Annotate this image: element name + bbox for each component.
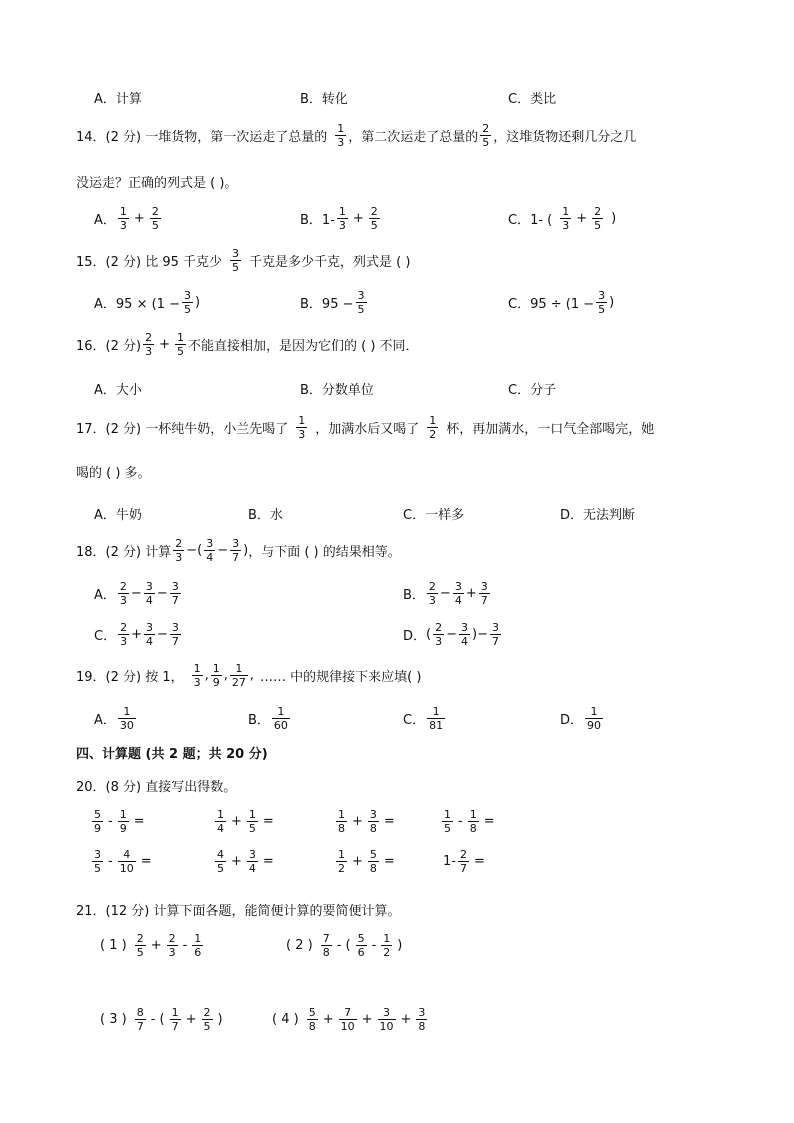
fraction xyxy=(337,205,348,232)
fraction xyxy=(150,205,161,232)
option-label: A． xyxy=(94,588,116,603)
q16-text-tail: 不能直接相加，是因为它们的 ( ) 不同． xyxy=(188,339,419,354)
fraction xyxy=(182,289,193,316)
denominator: 5 xyxy=(370,219,378,232)
fraction xyxy=(211,662,222,689)
q18-option-d[interactable]: D． ( $\frac{2}{3}$ − $\frac{3}{4}$ )− $\frac{3}{7}$ xyxy=(403,621,499,648)
q14-option-c[interactable] xyxy=(508,205,616,232)
q17-question-line2 xyxy=(76,462,151,481)
fraction xyxy=(143,331,154,358)
q17-option-b[interactable] xyxy=(248,504,283,523)
q15-question xyxy=(76,247,410,274)
q13-option-c[interactable] xyxy=(508,88,556,107)
numerator: 1 xyxy=(193,662,201,675)
close-paren: ) xyxy=(194,295,201,310)
q21-item-2: ( 2 ) $\frac{7}{8}$ - ( $\frac{5}{6}$ - $\frac{1}{2}$ ) xyxy=(286,932,403,959)
option-label: B．水 xyxy=(248,508,283,523)
q14-fraction-1 xyxy=(335,122,346,149)
denominator: 2 xyxy=(429,428,437,441)
option-label: D． xyxy=(403,629,427,644)
fraction xyxy=(369,205,380,232)
denominator: 5 xyxy=(232,261,240,274)
option-label: D．无法判断 xyxy=(560,508,636,523)
q16-option-a[interactable] xyxy=(94,379,142,398)
fraction: $\frac{3}{4}$ xyxy=(206,537,214,564)
denominator: 27 xyxy=(231,676,246,689)
q18-option-a[interactable]: A． $\frac{2}{3}$ − $\frac{3}{4}$ − $\frac{3}{7}$ xyxy=(94,580,179,607)
option-expression: B．95 − xyxy=(300,297,354,312)
equals-sign: = xyxy=(133,814,145,829)
numerator: 1 xyxy=(235,662,243,675)
numerator: 1 xyxy=(123,705,131,718)
option-label: B． xyxy=(248,713,270,728)
q14-question xyxy=(76,122,636,149)
denominator: 3 xyxy=(193,676,201,689)
numerator: 3 xyxy=(183,289,191,302)
item-number: ( 3 ) xyxy=(100,1012,127,1027)
fraction xyxy=(592,205,603,232)
q17-option-c[interactable] xyxy=(403,504,464,523)
q14-text-tail: ，这堆货物还剩几分之几 xyxy=(493,130,637,145)
numerator: 1 xyxy=(590,705,598,718)
q17-option-d[interactable] xyxy=(560,504,635,523)
q18-question: 18．(2 分) 计算 $\frac{2}{3}$ −( $\frac{3}{4}$ − $\frac{3}{7}$ ) ，与下面 ( ) 的结果相等。 xyxy=(76,537,401,564)
denominator: 3 xyxy=(562,219,570,232)
equals-sign: = xyxy=(262,854,274,869)
close-paren: ) xyxy=(609,295,615,310)
option-label: A．大小 xyxy=(94,383,142,398)
option-label: A．牛奶 xyxy=(94,508,142,523)
numerator: 2 xyxy=(370,205,378,218)
fraction xyxy=(192,662,203,689)
numerator: 2 xyxy=(594,205,602,218)
denominator: 5 xyxy=(357,303,365,316)
denominator: 3 xyxy=(175,551,183,564)
equals-sign: = xyxy=(140,854,152,869)
denominator: 5 xyxy=(598,303,606,316)
q17-text-line2: 喝的 ( ) 多。 xyxy=(76,466,151,481)
q13-option-b[interactable] xyxy=(300,88,348,107)
item-number: ( 2 ) xyxy=(286,938,313,953)
q14-text-line2: 没运走？正确的列式是 ( )。 xyxy=(76,176,238,191)
denominator: 3 xyxy=(338,219,346,232)
q17-text-tail: 杯，再加满水，一口气全部喝完，她 xyxy=(446,422,655,437)
q21-item-3: ( 3 ) $\frac{8}{7}$ - ( $\frac{1}{7}$ + $\frac{2}{5}$ ) xyxy=(100,1006,223,1033)
fraction xyxy=(296,414,307,441)
plus-sign: + xyxy=(576,211,588,226)
fraction xyxy=(427,414,438,441)
q13-option-b-label: B．转化 xyxy=(300,92,348,107)
section-4-title xyxy=(76,743,268,762)
q21-item-4: ( 4 ) $\frac{5}{8}$ + $\frac{7}{10}$ + $\frac{3}{10}$ + $\frac{3}{8}$ xyxy=(272,1006,426,1033)
plus-sign: + xyxy=(352,211,364,226)
equals-sign: = xyxy=(383,854,395,869)
option-label: A． xyxy=(94,713,116,728)
q14-text-mid: ，第二次运走了总量的 xyxy=(348,130,479,145)
numerator: 3 xyxy=(232,247,240,260)
denominator: 90 xyxy=(587,719,602,732)
fraction xyxy=(175,331,186,358)
denominator: 30 xyxy=(119,719,134,732)
option-label: C．分子 xyxy=(508,383,557,398)
q20-item-6: $\frac{4}{5}$ + $\frac{3}{4}$ = xyxy=(217,848,274,875)
q21-item-1: ( 1 ) $\frac{2}{5}$ + $\frac{2}{3}$ - $\frac{1}{6}$ xyxy=(100,932,202,959)
numerator: 1 xyxy=(177,331,184,344)
q20-item-5: $\frac{3}{5}$ - $\frac{4}{10}$ = xyxy=(94,848,152,875)
q19-option-c[interactable] xyxy=(403,705,447,732)
numerator: 1 xyxy=(277,705,285,718)
q14-option-b[interactable] xyxy=(300,205,382,232)
equals-sign: = xyxy=(473,854,485,869)
q19-option-a[interactable] xyxy=(94,705,138,732)
numerator: 2 xyxy=(482,122,490,135)
option-label: B． xyxy=(403,588,425,603)
q13-option-c-label: C．类比 xyxy=(508,92,557,107)
numerator: 1 xyxy=(119,205,127,218)
q18-option-b[interactable]: B． $\frac{2}{3}$ − $\frac{3}{4}$ + $\frac{3}{7}$ xyxy=(403,580,488,607)
q19-question: 19．(2 分) 按 1， $\frac{1}{3}$ , $\frac{1}{9}$ , $\frac{1}{27}$ , …… 中的规律接下来应填( ) xyxy=(76,662,422,689)
numerator: 2 xyxy=(175,537,183,550)
option-label: C． xyxy=(403,713,426,728)
numerator: 1 xyxy=(338,205,346,218)
denominator: 5 xyxy=(183,303,191,316)
q14-option-a[interactable] xyxy=(94,205,163,232)
q15-option-b[interactable] xyxy=(300,289,369,316)
fraction xyxy=(356,289,367,316)
q16-option-c[interactable] xyxy=(508,379,556,398)
denominator: 81 xyxy=(429,719,444,732)
numerator: 1 xyxy=(298,414,306,427)
option-label: A． xyxy=(94,213,116,228)
denominator: 3 xyxy=(337,136,345,149)
q18-text-tail: ，与下面 ( ) 的结果相等。 xyxy=(248,545,401,560)
numerator: 3 xyxy=(598,289,606,302)
section-title-text: 四、计算题 (共 2 题；共 20 分) xyxy=(76,747,268,762)
fraction: $\frac{3}{7}$ xyxy=(232,537,240,564)
q20-item-8: 1- $\frac{2}{7}$ = xyxy=(443,848,485,875)
q15-option-c[interactable] xyxy=(508,289,614,316)
numerator: 1 xyxy=(337,122,345,135)
numerator: 1 xyxy=(212,662,220,675)
option-expression: C．95 ÷ (1 − xyxy=(508,297,595,312)
numerator: 1 xyxy=(429,414,437,427)
equals-sign: = xyxy=(262,814,274,829)
option-label: B．1- xyxy=(300,213,335,228)
close-paren: ) xyxy=(611,211,617,226)
fraction xyxy=(230,662,248,689)
option-label: C．一样多 xyxy=(403,508,465,523)
item-number: ( 1 ) xyxy=(100,938,127,953)
denominator: 9 xyxy=(212,676,220,689)
q18-text-head: 18．(2 分) 计算 xyxy=(76,545,172,560)
numerator: 3 xyxy=(357,289,365,302)
q16-question xyxy=(76,331,419,358)
plus-sign: + xyxy=(159,337,170,352)
q21-question xyxy=(76,900,401,919)
fraction xyxy=(173,537,184,564)
option-label: C． xyxy=(94,629,117,644)
fraction xyxy=(118,205,129,232)
q19-text-head: 19．(2 分) 按 1， xyxy=(76,670,184,685)
denominator: 3 xyxy=(119,219,127,232)
q13-option-a-label: A．计算 xyxy=(94,92,142,107)
numerator: 2 xyxy=(151,205,159,218)
denominator: 3 xyxy=(145,345,153,358)
denominator: 3 xyxy=(298,428,306,441)
equals-sign: = xyxy=(383,814,395,829)
numerator: 2 xyxy=(145,331,153,344)
q18-option-c[interactable]: C． $\frac{2}{3}$ + $\frac{3}{4}$ − $\frac{3}{7}$ xyxy=(94,621,179,648)
q15-fraction xyxy=(230,247,241,274)
q15-text-head: 15．(2 分) 比 95 千克少 xyxy=(76,255,223,270)
q17-option-a[interactable] xyxy=(94,504,142,523)
q20-item-7: $\frac{1}{2}$ + $\frac{5}{8}$ = xyxy=(338,848,395,875)
numerator: 1 xyxy=(562,205,570,218)
q16-number: 16．(2 分) xyxy=(76,339,142,354)
option-label: C．1- ( xyxy=(508,213,553,228)
q14-text-head: 14．(2 分) 一堆货物，第一次运走了总量的 xyxy=(76,130,328,145)
denominator: 60 xyxy=(273,719,288,732)
q15-text-tail: 千克是多少千克，列式是 ( ) xyxy=(249,255,411,270)
denominator: 5 xyxy=(151,219,159,232)
option-expression: A．95 × (1 − xyxy=(94,297,180,312)
numerator: 1 xyxy=(432,705,440,718)
q20-text: 20．(8 分) 直接写出得数。 xyxy=(76,780,237,795)
q20-question xyxy=(76,776,236,795)
q19-text-tail: …… 中的规律接下来应填( ) xyxy=(260,670,422,685)
q17-text-head: 17．(2 分) 一杯纯牛奶，小兰先喝了 xyxy=(76,422,289,437)
plus-sign: + xyxy=(133,211,145,226)
q17-text-mid: ，加满水后又喝了 xyxy=(315,422,420,437)
equals-sign: = xyxy=(483,814,495,829)
q19-option-d[interactable] xyxy=(560,705,605,732)
option-label: D． xyxy=(560,713,584,728)
q13-option-a[interactable] xyxy=(94,88,142,107)
q17-question xyxy=(76,414,654,441)
item-number: ( 4 ) xyxy=(272,1012,299,1027)
q20-item-2: $\frac{1}{4}$ + $\frac{1}{5}$ = xyxy=(217,808,274,835)
q15-option-a[interactable] xyxy=(94,289,200,316)
q19-option-b[interactable] xyxy=(248,705,292,732)
denominator: 5 xyxy=(594,219,602,232)
q20-item-3: $\frac{1}{8}$ + $\frac{3}{8}$ = xyxy=(338,808,395,835)
fraction xyxy=(596,289,607,316)
q16-option-b[interactable] xyxy=(300,379,374,398)
denominator: 5 xyxy=(482,136,490,149)
q21-text: 21．(12 分) 计算下面各题，能简便计算的要简便计算。 xyxy=(76,904,401,919)
denominator: 5 xyxy=(177,345,184,358)
q20-item-1: $\frac{5}{9}$ - $\frac{1}{9}$ = xyxy=(94,808,145,835)
q20-item-4: $\frac{1}{5}$ - $\frac{1}{8}$ = xyxy=(444,808,495,835)
q14-question-line2 xyxy=(76,172,237,191)
q14-fraction-2 xyxy=(480,122,491,149)
option-label: B．分数单位 xyxy=(300,383,374,398)
fraction xyxy=(560,205,571,232)
